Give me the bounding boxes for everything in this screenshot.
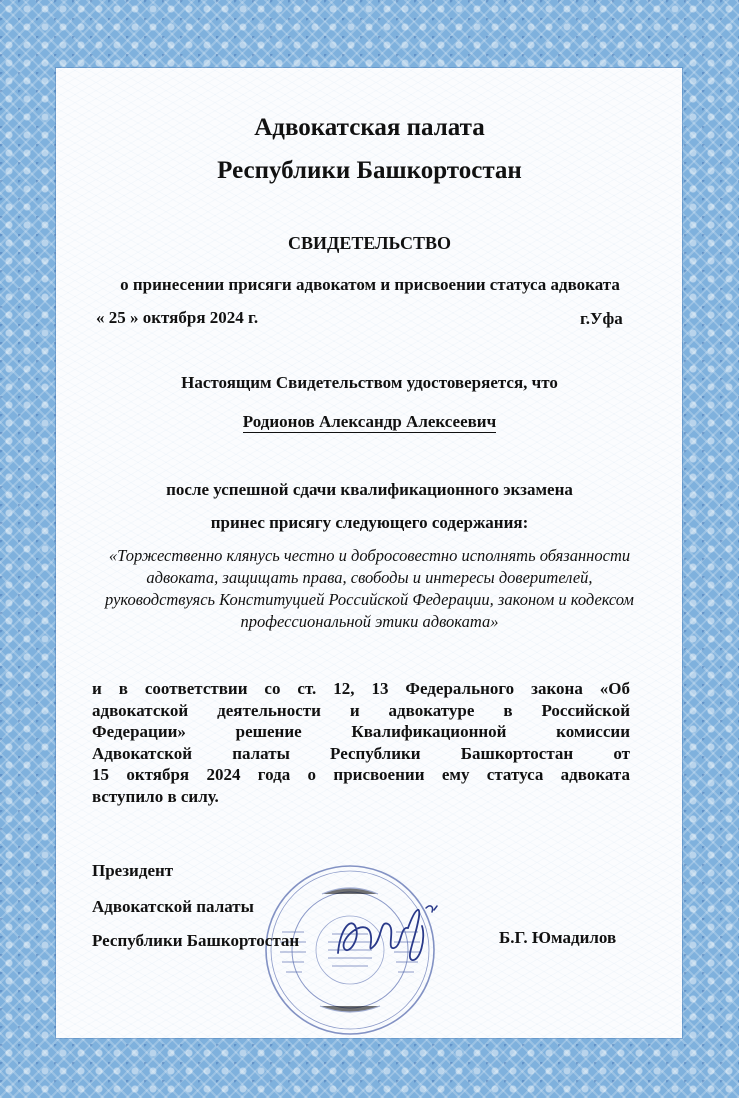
oath-line: профессиональной этики адвоката» <box>240 612 499 631</box>
handwritten-signature <box>330 898 445 973</box>
document-date: « 25 » октября 2024 г. <box>96 308 259 327</box>
signer-position-line1: Президент <box>92 861 174 880</box>
decision-line: и в соответствии со ст. 12, 13 Федерального закона «Об <box>92 679 630 698</box>
oath-text <box>0 545 739 633</box>
oath-line: руководствуясь Конституцией Российской Федерации, законом и кодексом <box>105 590 634 609</box>
signer-position-line2: Адвокатской палаты <box>92 897 254 916</box>
oath-intro: принес присягу следующего содержания: <box>210 513 529 532</box>
decision-line: вступило в силу. <box>92 786 219 806</box>
document-city: г.Уфа <box>580 309 623 328</box>
org-name-line1: Адвокатская палата <box>254 114 485 141</box>
certify-line: Настоящим Свидетельством удостоверяется, что <box>181 373 558 392</box>
decision-paragraph <box>92 678 630 807</box>
exam-line: после успешной сдачи квалификационного экзамена <box>166 480 573 499</box>
document-title: СВИДЕТЕЛЬСТВО <box>287 233 452 253</box>
decision-line: 15 октября 2024 года о присвоении ему статуса адвоката <box>92 765 630 784</box>
signer-position-line3: Республики Башкортостан <box>92 931 300 950</box>
signer-name: Б.Г. Юмадилов <box>499 928 617 947</box>
oath-line: адвоката, защищать права, свободы и интересы доверителей, <box>146 568 593 587</box>
org-name-line2: Республики Башкортостан <box>217 157 522 184</box>
decision-line: адвокатской деятельности и адвокатуре в Российской <box>92 700 630 720</box>
document-subtitle: о принесении присяги адвокатом и присвоении статуса адвоката <box>120 275 620 294</box>
person-name: Родионов Александр Алексеевич <box>242 412 497 431</box>
oath-line: «Торжественно клянусь честно и добросовестно исполнять обязанности <box>108 546 631 565</box>
decision-line: Федерации» решение Квалификационной комиссии <box>92 722 630 741</box>
decision-line: Адвокатской палаты Республики Башкортостан от <box>92 743 630 763</box>
person-name-wrap <box>0 412 739 432</box>
